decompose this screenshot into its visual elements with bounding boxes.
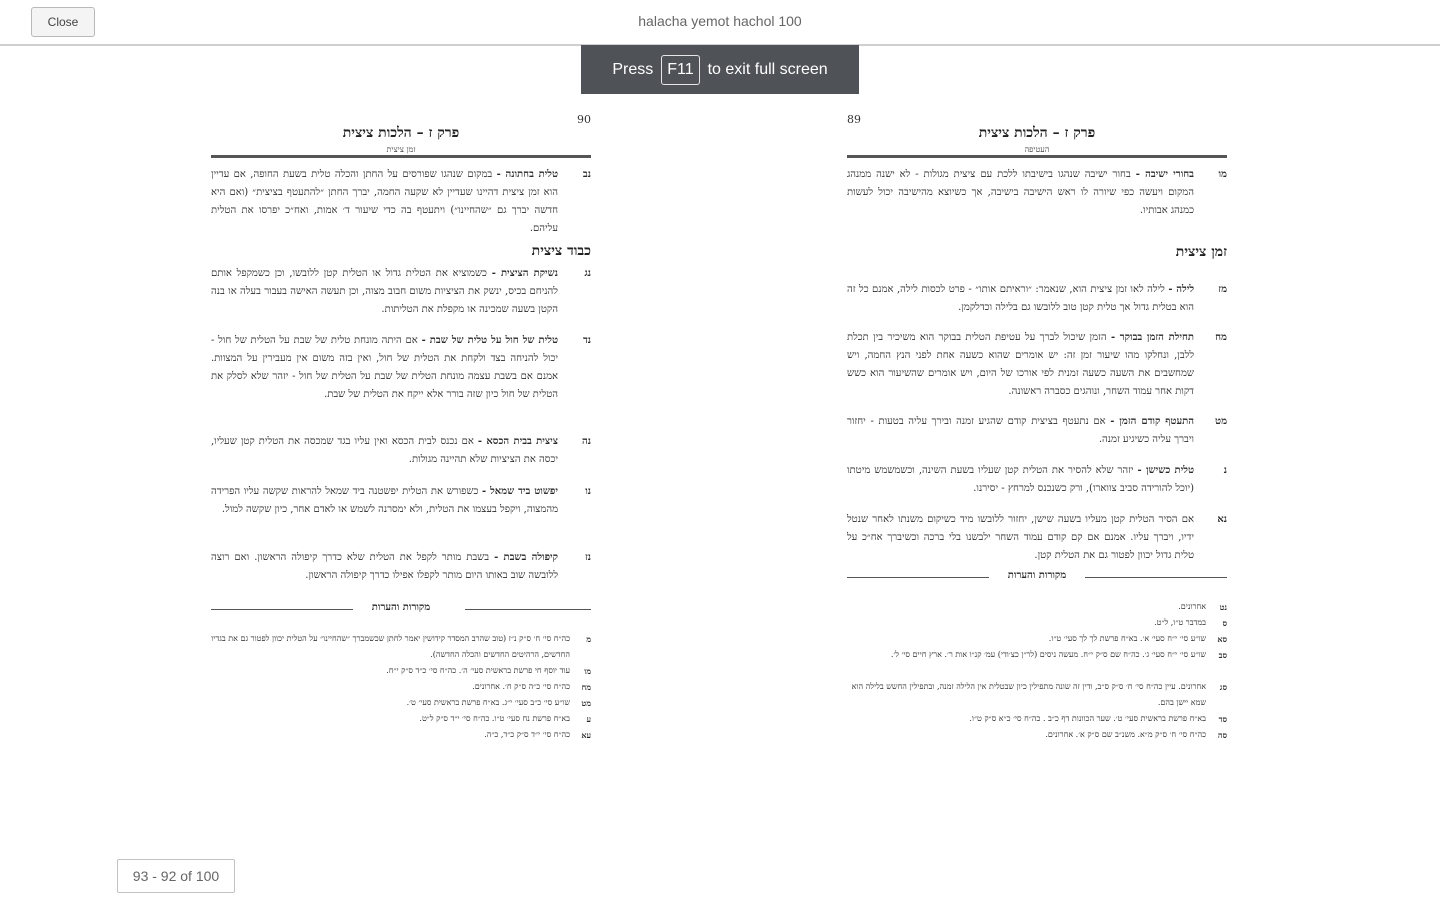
paragraph (847, 281, 1227, 317)
paragraph-marker: נב (582, 169, 591, 180)
footnote (211, 679, 591, 695)
chapter-title: פרק ז – הלכות ציצית (342, 125, 460, 141)
page-number: 89 (847, 113, 861, 126)
paragraph-marker: נא (1217, 514, 1227, 525)
footnote-text: במדבר ט״ו, ל״ט. (1154, 618, 1206, 627)
paragraph-heading: טלית כשישן - (1137, 465, 1194, 476)
paragraph-heading: ציצית בבית הכסא - (477, 436, 558, 447)
paragraph-text: כשמוציא את הטלית גדול או הטלית קטן ללובשו, וכן כשמקפל אותם להניחם בכיס, ינשק את הציציות משום חבוב מצוה, וכן תעשה האישה בעבור בעלה או בנה הקטן בשעה שמכינה או מקפלת את הטליתות. (211, 268, 558, 315)
paragraph-text: אם היתה מונחת טלית של שבת על הטלית של חול - יכול להניחה בצד ולקחת את הטלית של חול, ואין בזה משום אין מעבירין על המצוות. אמנם אם בשבת עצמה מונחת הטלית של שבת על הטלית של חול - יזהר שלא לסלק את הטלית של חול כיון שזה בורר אלא ייקח את הטלית של שבת. (211, 335, 558, 400)
page-subtitle: זמן ציצית (386, 145, 416, 154)
footnote-text: שו״ע סי׳ י״ח סעי׳ א׳. בא״ח פרשת לך לך סעי׳ ט״ו. (1048, 634, 1206, 643)
sources-divider (211, 602, 591, 616)
paragraph-heading: תחילת הזמן בבוקר - (1110, 332, 1194, 343)
paragraph (211, 483, 591, 519)
footnote-marker: סה (1217, 730, 1227, 740)
footnote-marker: ע (586, 714, 591, 724)
paragraph-marker: נז (584, 552, 591, 563)
footnote-marker: מ (586, 634, 591, 644)
paragraph-heading: טלית בחתונה - (496, 169, 559, 180)
paragraph (211, 265, 591, 319)
footnote-marker: מו (584, 666, 591, 676)
footnote (211, 663, 591, 679)
footnote-text: בא״ח פרשת בראשית סעי׳ ט׳. שער הכוונות דף כ״ב . כה״ח סי׳ כ״א ס״ק ט״ו. (969, 714, 1206, 723)
paragraph-text: בחור ישיבה שנהגו בישיבתו ללכת עם ציצית מגולות - לא ישנה ממנהג המקום ויעשה כפי שיורה לו ראש הישיבה בישיבה, אך כשיוצא מהישיבה יכול לעשות כמנהג אבותיו. (847, 169, 1194, 216)
paragraph-marker: מח (1215, 332, 1227, 343)
footnote (847, 631, 1227, 647)
paragraph (847, 462, 1227, 498)
footnote (847, 647, 1227, 663)
footnote-text: בא״ח פרשת נח סעי׳ ט״ו. כה״ח סי׳ י״ד ס״ק ל״ט. (419, 714, 570, 723)
paragraph-marker: נה (581, 436, 591, 447)
header-rule (847, 155, 1227, 158)
footnote (211, 695, 591, 711)
top-bar (0, 0, 1440, 46)
section-title: כבוד ציצית (531, 243, 591, 259)
paragraph-text: כשפורש את הטלית יפשטנה ביד שמאל להראות שקשה עליו הפרידה מהמצוה, ויקפל בעצמו את הטלית, ולא ימסרנה לשמש או לאדם אחר, כיון שקשה למול. (211, 486, 558, 515)
sources-title: מקורות והערות (371, 602, 431, 613)
footnote-text: אחרונים. עיין כה״ח סי׳ ח׳ ס״ק ס״ב, ודין זה שונה מתפילין כיון שבטלית אין הלילה זמנה, ובתפילין החשש בלילה הוא שמא יישן בהם. (851, 682, 1206, 707)
page-subtitle: העטיפה (1024, 145, 1050, 154)
footnote (847, 599, 1227, 615)
paragraph-text: לילה לאו זמן ציצית הוא, שנאמר: ״וראיתם אותו״ - פרט לכסות לילה, אמנם כל זה הוא בטלית גדול אך טלית קטן טוב ללובשו גם בלילה וכדלקמן. (847, 284, 1194, 313)
footnote-text: אחרונים. (1178, 602, 1206, 611)
paragraph (847, 166, 1227, 220)
fullscreen-banner (581, 45, 859, 94)
footnote (211, 631, 591, 663)
paragraph (847, 329, 1227, 401)
document-title: halacha yemot hachol 100 (638, 13, 802, 29)
paragraph-heading: יפשוט ביד שמאל - (482, 486, 558, 497)
chapter-title: פרק ז – הלכות ציצית (978, 125, 1096, 141)
footnote-marker: מט (581, 698, 591, 708)
paragraph-marker: נ (1223, 465, 1227, 476)
footnote (847, 679, 1227, 711)
paragraph-text: אם נתעטף בציצית קודם שהגיע זמנה ובירך עליה בטעות - יחזור ויברך עליה כשיגיע זמנה. (847, 416, 1194, 445)
footnote-marker: סב (1218, 650, 1227, 660)
paragraph-marker: נג (584, 268, 591, 279)
sources-title: מקורות והערות (1007, 570, 1067, 581)
footnote-marker: ס (1222, 618, 1227, 628)
paragraph (847, 511, 1227, 565)
paragraph-heading: בחורי ישיבה - (1135, 169, 1195, 180)
paragraph-text: אם הסיר הטלית קטן מעליו בשעה שישן, יחזור ללובשו מיד כשיקום משנתו לאחר שנטל ידיו, ויברך עליו. אמנם אם קם קודם עמוד השחר ילבשנו בלי ברכה וכשיברך אח״כ על טלית גדול יכוון לפטור גם את הטלית קטן. (847, 514, 1194, 561)
footnote-text: שו״ע סי׳ כ״ב סעי׳ י״ג. בא״ח פרשת בראשית סעי׳ ט׳. (406, 698, 570, 707)
footnote-text: שו״ע סי׳ י״ח סעי׳ ג׳. כה״ח שם ס״ק י״ח. מעשה ניסים (לר״ן כצ׳ודי) עמ׳ קנ״ו אות ר׳. ארץ חיים סי׳ ל׳. (890, 650, 1206, 659)
paragraph-heading: נשיקת הציצית - (491, 268, 559, 279)
footnote (211, 711, 591, 727)
paragraph-marker: מז (1218, 284, 1227, 295)
footnote-marker: מח (581, 682, 591, 692)
paragraph (211, 332, 591, 404)
footnote-marker: סא (1217, 634, 1227, 644)
sources-divider (847, 570, 1227, 584)
footnote-marker: נט (1219, 602, 1227, 612)
footnote (211, 727, 591, 743)
book-page-left (211, 105, 591, 755)
page-number: 90 (577, 113, 591, 126)
footnote (847, 727, 1227, 743)
paragraph-text: אם נכנס לבית הכסא ואין עליו בגד שמכסה את הטלית קטן שעליו, יכסה את הציציות שלא תהיינה מגולות. (211, 436, 558, 465)
divider-line (211, 609, 353, 610)
divider-line (847, 577, 989, 578)
section-title: זמן ציצית (1175, 244, 1227, 260)
paragraph-heading: קיפולה בשבת - (494, 552, 558, 563)
paragraph-text: הזמן שיכול לברך על עטיפת הטלית בבוקר הוא משיכיר בין תכלת ללבן, ונחלקו מהו שיעור זמן זה: יש אומרים שהוא כשעה אחת לפני הנץ החמה, ויש שמחשבים את השעה כשעה זמנית לפי אורכו של היום, ויש אומרים שהשיעור הוא כשש דקות אחר עמוד השחר, ונוהגים כסברה ראשונה. (847, 332, 1194, 397)
footnote-marker: סד (1218, 714, 1227, 724)
paragraph-text: יזהר שלא להסיר את הטלית קטן שעליו בשעת השינה, וכשמשמש מיטתו (יוכל להורידה סביב צווארו), ורק כשנכנס למרחץ - יסירנו. (847, 465, 1194, 494)
header-rule (211, 155, 591, 158)
footnote-marker: סג (1219, 682, 1227, 692)
paragraph (211, 549, 591, 585)
footnote-text: כה״ח סי׳ כ״ה ס״ק ח׳. אחרונים. (472, 682, 570, 691)
fullscreen-press-text: Press (612, 60, 654, 78)
paragraph-text: במקום שנהגו שפורסים על החתן והכלה טלית בשעת החופה, אם עדיין הוא זמן ציצית דהיינו שעדיין לא שקעה החמה, יברך החתן ״להתעטף בציצית״ (ואם היא חדשה יברך גם ״שהחיינו״) ויתעטף בה כדי שיעור ד׳ אמות, ואח״כ יפרסו את הטלית עליהם. (211, 169, 558, 234)
paragraph-marker: מט (1215, 416, 1227, 427)
footnote-marker: עא (581, 730, 591, 740)
fullscreen-key-badge: F11 (661, 55, 699, 85)
paragraph (211, 166, 591, 238)
paragraph-heading: טלית של חול על טלית של שבת - (421, 335, 558, 346)
paragraph (211, 433, 591, 469)
footnote (847, 615, 1227, 631)
paragraph-text: בשבת מותר לקפל את הטלית שלא כדרך קיפולה הראשון. ואם רוצה ללובשה שוב באותו היום מותר לקפלו אפילו כדרך קיפולה הראשון. (211, 552, 558, 581)
footnote-text: כה״ח סי׳ ח׳ ס״ק מ״א. משנ״ב שם ס״ק א׳. אחרונים. (1045, 730, 1206, 739)
page-indicator[interactable]: 93 - 92 of 100 (117, 859, 235, 893)
fullscreen-rest-text: to exit full screen (707, 60, 828, 78)
paragraph-marker: נו (585, 486, 591, 497)
paragraph-marker: מו (1218, 169, 1227, 180)
paragraph-heading: לילה - (1168, 284, 1194, 295)
footnote-text: עוד יוסף חי פרשת בראשית סעי׳ ה׳. כה״ח סי׳ כ״ד ס״ק י״ח. (386, 666, 570, 675)
paragraph-marker: נד (582, 335, 591, 346)
footnote-text: כה״ח סי׳ י״ד ס״ק כ״ד, כ״ה. (484, 730, 570, 739)
footnote-text: כה״ח סי׳ ח׳ ס״ק נ״ז (טוב שהרב המסדר קידושין יאמר לחתן שכשמברך ״שהחיינו״ על הטלית יכוון לפטור גם את בגדיו החדשים, הרהיטים החדשים והכלה החדשה). (211, 634, 570, 659)
paragraph-heading: התעטף קודם הזמן - (1110, 416, 1194, 427)
book-page-right (847, 105, 1227, 755)
paragraph (847, 413, 1227, 449)
close-button[interactable]: Close (31, 7, 95, 37)
footnote (847, 711, 1227, 727)
